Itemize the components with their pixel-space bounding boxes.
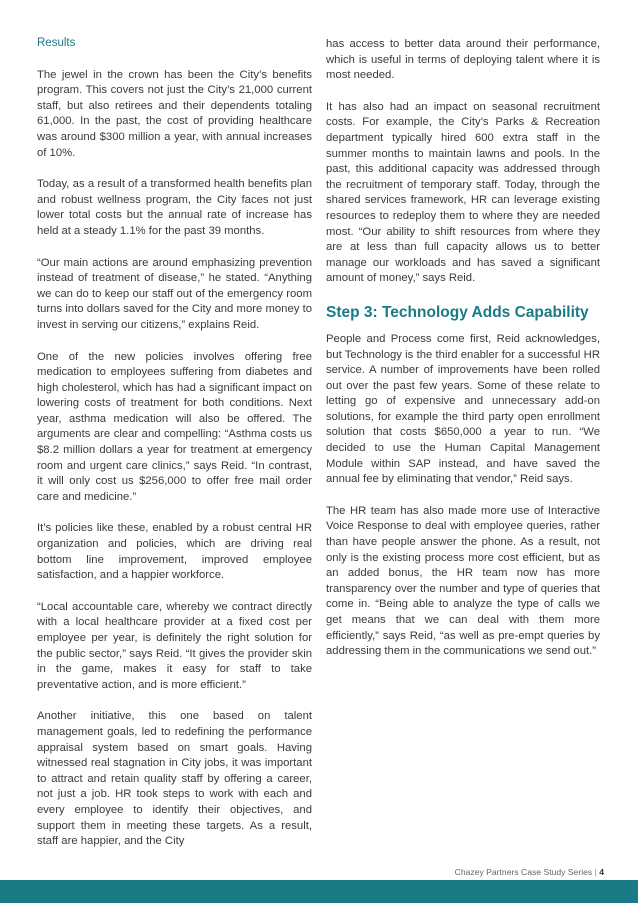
left-column [37,36,312,866]
paragraph: One of the new policies involves offering free medication to employees suffering from diabetes and high cholesterol, which has had a significant impact on lowering costs of treatment for both conditions. Next year, asthma medication will also be offered. The arguments are clear and compelling: “Asthma costs us $8.2 million dollars a year for treatment at emergency room and urgent care clinics,” says Reid. “In contrast, it will only cost us $256,000 to offer free mail order care and medicine.” [37,350,312,503]
paragraph: has access to better data around their performance, which is useful in terms of deploying talent where it is most needed. [326,38,600,82]
paragraph: “Local accountable care, whereby we contract directly with a local healthcare provider at a fixed cost per employee per year, is definitely the right solution for the public sector,” says Reid. “It gives the provider skin in the game, makes it easy for staff to take preventative action, and is more efficient.” [37,600,312,691]
paragraph: It’s policies like these, enabled by a robust central HR organization and policies, which are driving real bottom line improvement, improved employee satisfaction, and a happier workforce. [37,522,312,582]
paragraph: It has also had an impact on seasonal recruitment costs. For example, the City’s Parks & Recreation department typically hired 600 extra staff in the summer months to maintain lawns and pools. In the past, this additional capacity was addressed through the recruitment of temporary staff. Today, through the shared services framework, HR can leverage existing resources to redeploy them to where they are needed most. “Our ability to shift resources from where they are at less than full capacity allows us to better manage our workloads and has saved a significant amount of money,” says Reid. [326,100,600,285]
right-column [326,37,600,676]
paragraph: People and Process come first, Reid acknowledges, but Technology is the third enabler for a successful HR service. A number of improvements have been rolled out over the past few years. Some of these relate to letting go of expensive and unnecessary add-on solutions, for example the third party open enrollment solution that costs $650,000 a year to run. “We decided to use the Human Capital Management Module within SAP instead, and have saved the annual fee by eliminating that vendor,” Reid says. [326,332,600,486]
paragraph: Today, as a result of a transformed health benefits plan and robust wellness program, the City faces not just lower total costs but the annual rate of increase has held at a steady 1.1% for the past 39 months. [37,178,312,237]
footer-bar [0,880,638,903]
results-label: Results [37,37,76,49]
paragraph: Another initiative, this one based on talent management goals, led to redefining the performance appraisal system based on smart goals. Having witnessed real stagnation in City jobs, it was important to attract and retain quality staff by offering a career, not just a job. HR took steps to work with each and every employee to identify their objectives, and support them in meeting these targets. As a result, staff are happier, and the City [37,710,312,848]
paragraph: The HR team has also made more use of Interactive Voice Response to deal with employee queries, rather than have people answer the phone. As a result, not only is the existing process more cost efficient, but as an added bonus, the HR team now has more transparency over the number and type of queries that come in. “Being able to analyze the type of calls we get means that we can deal with them more efficiently,” says Reid, “as well as pre-empt queries by addressing them in the communications we send out.” [326,504,600,658]
page-number: 4 [599,867,604,877]
series-label: Chazey Partners Case Study Series [454,867,593,877]
footer [455,867,604,877]
paragraph: The jewel in the crown has been the City’s benefits program. This covers not just the City’s 21,000 current staff, but also retirees and their dependents totaling 61,000. In the past, the cost of providing healthcare was around $300 million a year, with annual increases of 10%. [37,68,312,159]
footer-separator: | [594,867,597,877]
section-heading: Step 3: Technology Adds Capability [326,303,589,321]
paragraph: “Our main actions are around emphasizing prevention instead of treatment of disease,” he stated. “Anything we can do to keep our staff out of the emergency room turns into dollars saved for the City and more money to invest in serving our citizens,” explains Reid. [37,256,312,331]
